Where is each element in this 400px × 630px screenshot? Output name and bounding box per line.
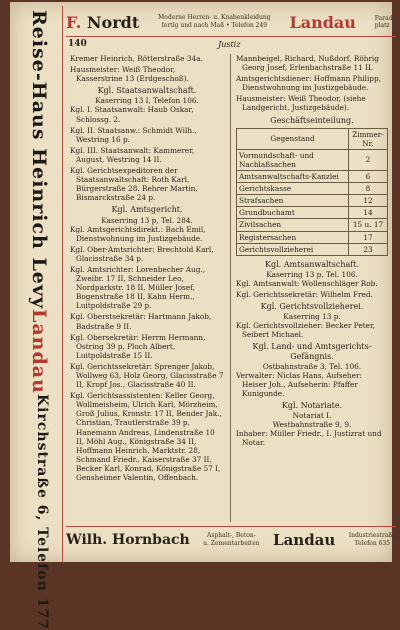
table-row (237, 171, 388, 183)
top-ad-brand: F. Nordt (66, 12, 140, 32)
table-cell-subject: Zivilsachen (237, 219, 349, 231)
entry-text: Ostbahnstraße 3, Tel. 106. (262, 361, 362, 371)
entry-text: Kgl. Amtsanwalt: Wollenschläger Rob. (236, 278, 378, 288)
running-head: Justiz (218, 40, 241, 49)
section-heading: Kgl. Amtsanwaltschaft. (265, 259, 359, 269)
entry-text: Kgl. Gerichtsvollzieher: Becker Peter, Seibert Michael. (236, 321, 375, 340)
bottom-ad-address: Industriestraße Telefon 635 (348, 532, 396, 547)
side-ad-address: Kirchstraße 6, Telefon 177 (34, 393, 50, 630)
table-cell-room: 8 (349, 183, 388, 195)
table-cell-room: 12 (349, 195, 388, 207)
entry-text: Kaserring 13 p, Tel. 106. (266, 269, 358, 279)
entry-text: Hausmeister: Weiß Theodor, (siehe Landgericht, Justizgebäude). (236, 94, 366, 113)
entry-text: Kgl. II. Staatsanw.: Schmidt Wilh., Westring 16 p. (70, 125, 197, 144)
page-content (68, 40, 392, 524)
table-cell-room: 6 (349, 171, 388, 183)
table-cell-room: 2 (349, 149, 388, 170)
entry-text: Kgl. Obersekretär: Herrm Hermann, Ostring 39 p, Ploch Albert, Luitpoldstraße 15 II. (70, 332, 206, 360)
table-cell-subject: Gerichtskasse (237, 183, 349, 195)
top-ad-location: Parade platz (374, 15, 396, 29)
side-ad-company: Reise-Haus Heinrich Levy (28, 10, 50, 309)
section-heading: Kgl. Gerichtsvollzieherei. (260, 302, 364, 312)
table-cell-subject: Gerichtsvollzieherei (237, 243, 349, 255)
entry-text: Kaserring 13 p, Tel. 284. (101, 215, 193, 225)
entry-text: Kgl. III. Staatsanwalt: Kammerer, August, Westring 14 II. (70, 145, 195, 164)
table-row (237, 219, 388, 231)
table-cell-subject: Registersachen (237, 231, 349, 243)
right-column (236, 54, 388, 449)
entry-text: Mannbeigel, Richard, Nußdorf, Röhrig Georg Josef, Erlenbachstraße 11 II. (236, 54, 379, 73)
entry-text: Kremer Heinrich, Rötterstraße 34a. (70, 54, 203, 63)
section-heading: Kgl. Amtsgericht. (111, 205, 183, 215)
entry-text: Kgl. Oberstsekretär: Hartmann Jakob, Badstraße 9 II. (70, 312, 212, 331)
entry-text: Westbahnstraße 9, 9. (272, 420, 352, 430)
side-ad-city: Landau (28, 308, 50, 394)
entry-text: Kaserring 13 p. (283, 312, 341, 322)
entry-text: Kgl. Gerichtsassistenten: Keller Georg, Wollmeisheim, Ulrich Karl, Mörzheim, Groß Julius, Kronstr. 17 II, Bender Jak., Christian, Trautlerstraße 39 p, Hanemann Andreas, Lindenstraße 10 II, Möhl Aug., Königstraße 34 II, Hoffmann Heinrich, Marktstr. 28, Schmand Friedr., Kaiserstraße 37 II, Becker Karl, Konrad, Königstraße 57 I, Gensheimer Valentin, Offenbach. (70, 391, 222, 483)
column-divider (230, 54, 231, 522)
table-row (237, 195, 388, 207)
table-cell-room: 17 (349, 231, 388, 243)
table-row (237, 207, 388, 219)
table-row (237, 149, 388, 170)
directory-page (10, 2, 396, 630)
section-heading: Geschäftseinteilung. (270, 115, 354, 125)
entry-text: Verwalter: Niclas Hans, Aufseher: Heiser Joh., Aufseherin: Pfaffer Kunigunde. (236, 370, 362, 398)
entry-text: Kgl. Ober-Amtsrichter: Brechtold Karl, Glacisstraße 34 p. (70, 244, 214, 263)
top-advertisement (66, 8, 396, 37)
entry-text: Kgl. Gerichtssekretär: Sprenger Jakob, Wollweg 63, Holz Georg, Glacisstraße 7 II, Kropf Jos., Glacisstraße 40 II. (70, 361, 224, 390)
entry-text: Amtsgerichtsdiener: Hoffmann Philipp, Dienstwohnung im Justizgebäude. (236, 74, 381, 93)
table-cell-subject: Vormundschaft- und Nachlaßsachen (237, 149, 349, 170)
entry-text: Inhaber: Müller Friedr., I. Justizrat und Notar. (236, 429, 382, 448)
table-cell-subject: Grundbuchamt (237, 207, 349, 219)
table-cell-subject: Strafsachen (237, 195, 349, 207)
table-row (237, 231, 388, 243)
side-advertisement (24, 6, 63, 630)
table-cell-room: 15 u. 17 (349, 219, 388, 231)
bottom-ad-city: Landau (273, 531, 336, 549)
table-row (237, 183, 388, 195)
entry-text: Hausmeister: Weiß Theodor, Kasserstrine 13 (Erdgeschoß). (70, 65, 189, 84)
table-cell-subject: Amtsanwaltschafts-Kanzlei (237, 171, 349, 183)
table-header-room: Zimmer-Nr. (349, 128, 388, 149)
table-cell-room: 14 (349, 207, 388, 219)
entry-text: Kgl. Amtsgerichtsdirekt.: Bach Emil, Dienstwohnung im Justizgebäude. (70, 224, 206, 243)
section-heading: Kgl. Notariate. (281, 401, 343, 410)
table-row (237, 243, 388, 255)
entry-text: Kgl. Amtsrichter: Lorenbecher Aug., Zweibr. 17 II, Schneider Leo, Nordparkstr. 18 II, Müller Josef, Bogenstraße 18 II, Kahn Herm., Luitpoldstraße 29 p. (70, 264, 206, 311)
entry-text: Kgl. Gerichtssekretär: Wilhelm Fred. (236, 289, 373, 299)
section-heading: Kgl. Land- und Amtsgerichts-Gefängnis. (252, 342, 372, 361)
entry-text: Kgl. Gerichtsexpeditoren der Staatsanwaltschaft: Roth Karl, Bürgerstraße 28. Rehrer Martin, Bismarckstraße 24 p. (70, 166, 198, 203)
entry-text: Kgl. I. Staatsanwalt: Haub Oskar, Schlossg. 2. (70, 105, 194, 124)
table-cell-room: 23 (349, 243, 388, 255)
bottom-advertisement (66, 526, 396, 553)
top-ad-city: Landau (289, 12, 356, 32)
bottom-ad-description: Asphalt-, Beton- u. Zementarbeiten (203, 532, 260, 547)
entry-text: Notariat I. (292, 411, 332, 421)
section-heading: Kgl. Staatsanwaltschaft. (97, 86, 197, 96)
left-column (70, 54, 224, 484)
bottom-ad-brand: Wilh. Hornbach (66, 532, 190, 548)
page-number: 140 (68, 39, 87, 49)
table-header-subject: Gegenstand (237, 128, 349, 149)
department-table (236, 128, 388, 256)
entry-text: Kaserring 13 I, Telefon 106. (95, 96, 199, 106)
top-ad-description: Moderne Herren- u. Knabenkleidung fertig und nach Maß • Telefon 249 (158, 14, 271, 29)
